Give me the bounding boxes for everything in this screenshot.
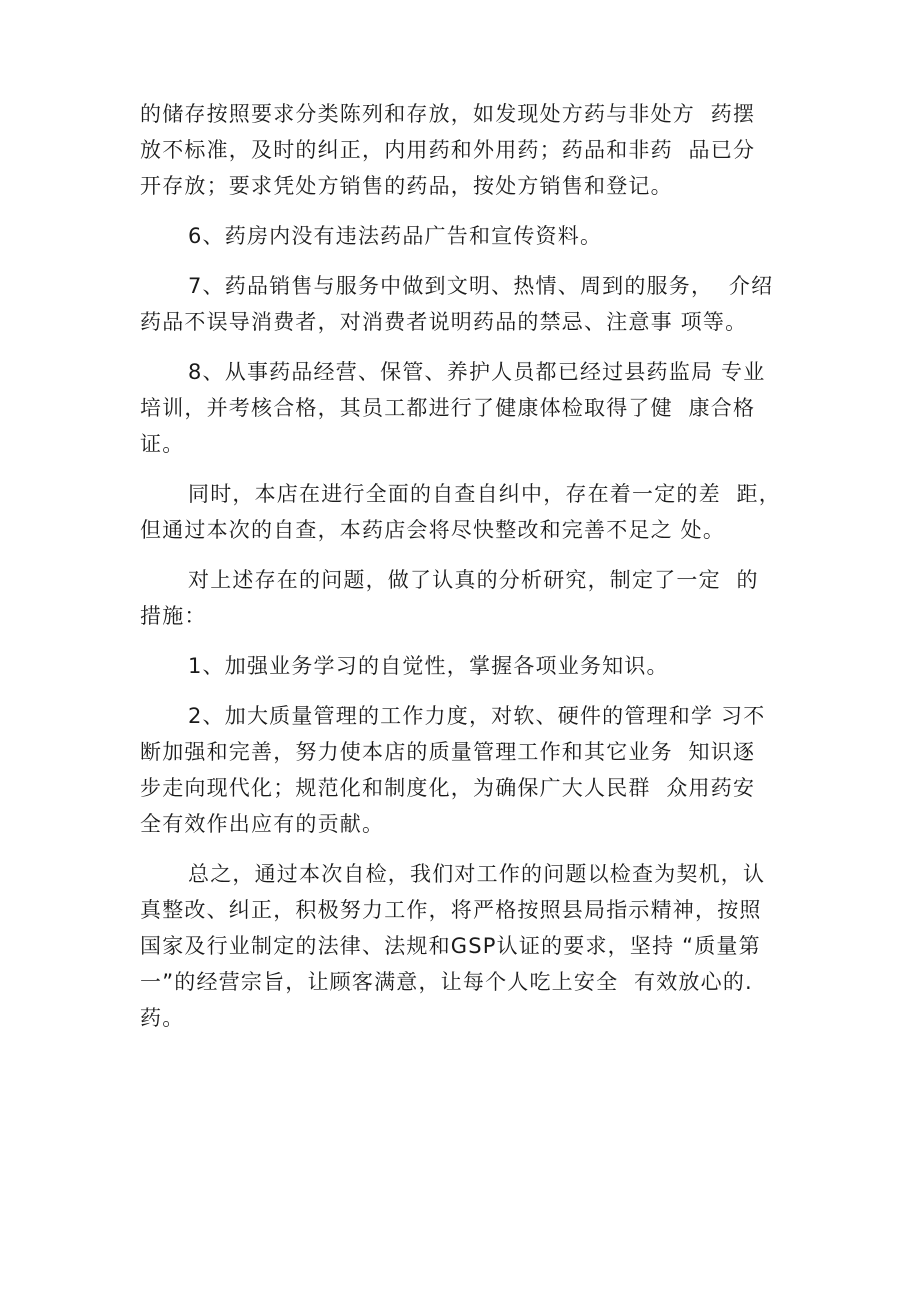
paragraph (140, 562, 785, 634)
document-body (140, 96, 785, 1050)
paragraph-line: 真整改、纠正，积极努力工作，将严格按照县局指示精神，按照 (140, 898, 762, 922)
paragraph-line: 断加强和完善，努力使本店的质量管理工作和其它业务 知识逐 (140, 740, 756, 764)
paragraph-line: 放不标准，及时的纠正，内用药和外用药；药品和非药 品已分 (140, 138, 756, 162)
paragraph-line: 培训，并考核合格，其员工都进行了健康体检取得了健 康合格 (140, 396, 756, 420)
paragraph-line: 1、加强业务学习的自觉性，掌握各项业务知识。 (188, 654, 669, 678)
paragraph-line: 全有效作出应有的贡献。 (140, 812, 385, 836)
paragraph-line: 开存放；要求凭处方销售的药品，按处方销售和登记。 (140, 174, 673, 198)
paragraph-line: 同时，本店在进行全面的自查自纠中，存在着一定的差 距， (188, 482, 781, 506)
paragraph-line: 6、药房内没有违法药品广告和宣传资料。 (188, 224, 603, 248)
paragraph (140, 354, 785, 462)
paragraph-line: 的储存按照要求分类陈列和存放，如发现处方药与非处方 药摆 (140, 102, 756, 126)
paragraph (140, 648, 785, 684)
paragraph-line: 2、加大质量管理的工作力度，对软、硬件的管理和学 习不 (188, 704, 766, 728)
paragraph (140, 268, 785, 340)
paragraph-line: 对上述存在的问题，做了认真的分析研究，制定了一定 的 (188, 568, 759, 592)
paragraph (140, 96, 785, 204)
paragraph-line: 但通过本次的自查，本药店会将尽快整改和完善不足之 处。 (140, 518, 726, 542)
paragraph-line: 总之，通过本次自检，我们对工作的问题以检查为契机，认 (188, 862, 766, 886)
paragraph-line: 证。 (140, 432, 185, 456)
paragraph-line: 药品不误导消费者，对消费者说明药品的禁忌、注意事 项等。 (140, 310, 748, 334)
paragraph (140, 476, 785, 548)
paragraph-line: 措施： (140, 604, 207, 628)
paragraph (140, 698, 785, 842)
paragraph (140, 856, 785, 1036)
paragraph-line: 8、从事药品经营、保管、养护人员都已经过县药监局 专业 (188, 360, 766, 384)
paragraph-line: 步走向现代化；规范化和制度化，为确保广大人民群 众用药安 (140, 776, 756, 800)
paragraph-line: 7、药品销售与服务中做到文明、热情、周到的服务， 介绍 (188, 274, 774, 298)
paragraph-line: 国家及行业制定的法律、法规和GSP认证的要求，坚持 “质量第 (140, 934, 761, 958)
paragraph-line: 药。 (140, 1006, 185, 1030)
paragraph-line: 一”的经营宗旨，让顾客满意，让每个人吃上安全 有效放心的. (140, 970, 753, 994)
paragraph (140, 218, 785, 254)
